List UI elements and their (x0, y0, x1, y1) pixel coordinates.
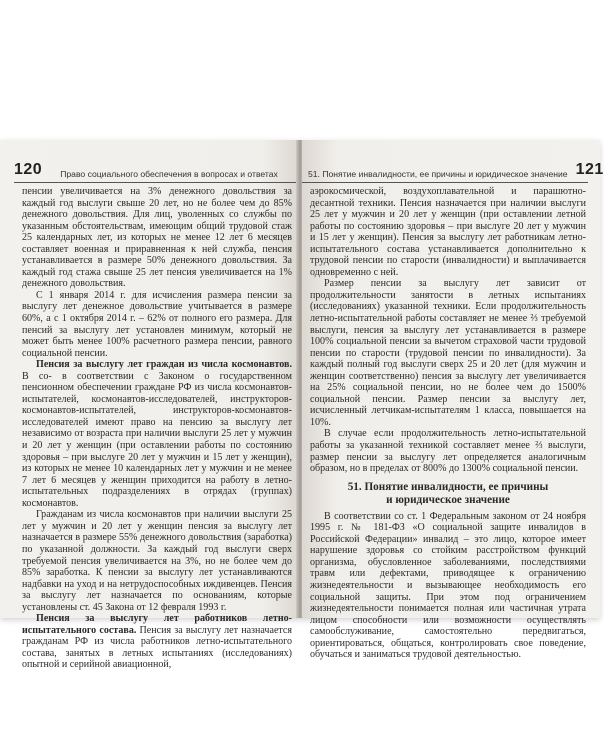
paragraph-lead: Пенсия за выслугу лет граждан из числа космонавтов. (36, 359, 292, 371)
page-number: 121 (575, 161, 604, 178)
running-title: 51. Понятие инвалидности, ее причины и юридическое значение (308, 169, 568, 179)
paragraph: Размер пенсии за выслугу лет зависит от продолжительности занятости в летных испытаниях (исследованиях) указанной техники. Если продолжительность летно-испытательной работы составляет не менее ⅔ требуемой выслуги, пенсия за выслугу лет устанавливается в размере 100% социальной пенсии за вычетом страховой части трудовой пенсии по старости (трудовой пенсии по инвалидности). За каждый полный год выслуги сверх 25 и 20 лет (для мужчин и женщин соответственно) пенсия за выслугу лет увеличивается на 25% социальной пенсии, но не более чем до 1500% социальной пенсии. Размер пенсии за выслугу лет, исчисленный летчикам-испытателям 1 класса, повышается на 10%. (310, 278, 586, 428)
paragraph-lead-rest: В со- (22, 370, 52, 382)
left-page (0, 140, 298, 671)
running-title: Право социального обеспечения в вопросах и ответах (60, 169, 278, 179)
page-body (22, 186, 292, 671)
page-number: 120 (14, 161, 43, 178)
paragraph-text: Пенсия за выслугу лет назначается гражданам РФ из числа работников летно-испытательного состава, занятых в летных испытаниях (исследованиях) опытной и серийной авиационной, (22, 624, 292, 671)
header-rule (14, 182, 298, 183)
paragraph-pilots (22, 613, 292, 671)
paragraph-text: в соответствии с Законом о государственном пенсионном обеспечении граждане РФ из числа космонавтов-испытателей, космонавтов-исследователей, инструкторов-космонавтов-испытателей, инструкторов-космонавтов-исследователей имеют право на пенсию за выслугу лет независимо от возраста при наличии выслуги 25 лет у мужчин и 20 лет у женщин (при оставлении работы по состоянию здоровья – при выслуге 20 лет у мужчин и 15 лет у женщин), из которых не менее 10 календарных лет у мужчин и не менее 7 лет 6 месяцев у женщин приходится на работу в летно-испытательных подразделениях в отрядах (группах) космонавтов. (22, 370, 292, 509)
section-heading (310, 481, 586, 507)
running-header-left (14, 161, 298, 179)
paragraph: В случае если продолжительность летно-испытательной работы за указанной техникой составляет менее ⅔ выслуги, размер пенсии за выслугу лет определяется аналогичным образом, но в пределах от 800% до 1300% социальной пенсии. (310, 428, 586, 475)
paragraph: аэрокосмической, воздухоплавательной и парашютно-десантной техники. Пенсия назначается при наличии выслуги 25 лет у мужчин и 20 лет у женщин (при оставлении летной работы по состоянию здоровья – при выслуге 20 лет у мужчин и 15 лет у женщин). Пенсия за выслугу лет работникам летно-испытательного состава устанавливается дополнительно к трудовой пенсии по старости (инвалидности) и выплачивается одновременно с ней. (310, 186, 586, 278)
book-spread (0, 140, 604, 671)
page-body (310, 186, 586, 661)
paragraph-cosmonauts (22, 359, 292, 509)
paragraph: Гражданам из числа космонавтов при наличии выслуги 25 лет у мужчин и 20 лет у женщин пенсия за выслугу лет назначается в размере 55% денежного довольствия (заработка) по указанной должности. За каждый год выслуги сверх требуемой пенсия увеличивается на 3%, но не более чем до 85% заработка. К пенсии за выслугу лет устанавливаются надбавки на уход и на нетрудоспособных иждивенцев. Пенсия за выслугу лет назначается по основаниям, которые установлены ст. 45 Закона от 12 февраля 1993 г. (22, 509, 292, 613)
section-heading-line: 51. Понятие инвалидности, ее причины (347, 480, 549, 493)
paragraph: В соответствии со ст. 1 Федеральным законом от 24 ноября 1995 г. № 181-ФЗ «О социальной защите инвалидов в Российской Федерации» инвалид – это лицо, которое имеет нарушение здоровья со стойким расстройством функций организма, обусловленное заболеваниями, последствиями травм или дефектами, приводящее к ограничению жизнедеятельности и вызывающее необходимость его социальной защиты. При этом под ограничением жизнедеятельности понимается полная или частичная утрата лицом способности или возможности осуществлять самообслуживание, самостоятельно передвигаться, ориентироваться, общаться, контролировать свое поведение, обучаться и заниматься трудовой деятельностью. (310, 510, 586, 661)
running-header-right (302, 161, 604, 179)
header-rule (302, 182, 588, 183)
paragraph-lead: Пенсия за выслугу лет работников летно-испытательного состава. (22, 613, 292, 636)
right-page (302, 140, 604, 661)
section-heading-line: и юридическое значение (386, 493, 510, 506)
paragraph: пенсии увеличивается на 3% денежного довольствия за каждый год выслуги свыше 20 лет, но не более чем до 85% денежного довольствия. Для лиц, уволенных со службы по указанным обстоятельствам, имеющим общий трудовой стаж 25 календарных лет, из которых не менее 12 лет 6 месяцев составляет военная и приравненная к ней служба, пенсия устанавливается в размере 50% денежного довольствия. За каждый год стажа свыше 25 лет пенсия увеличивается на 1% денежного довольствия. (22, 186, 292, 290)
paragraph: С 1 января 2014 г. для исчисления размера пенсии за выслугу лет денежное довольствие учитывается в размере 60%, а с 1 октября 2014 г. – 62% от полного его размера. Для пенсий за выслугу лет установлен минимум, который не может быть менее 100% расчетного размера пенсии, равного социальной пенсии. (22, 289, 292, 359)
